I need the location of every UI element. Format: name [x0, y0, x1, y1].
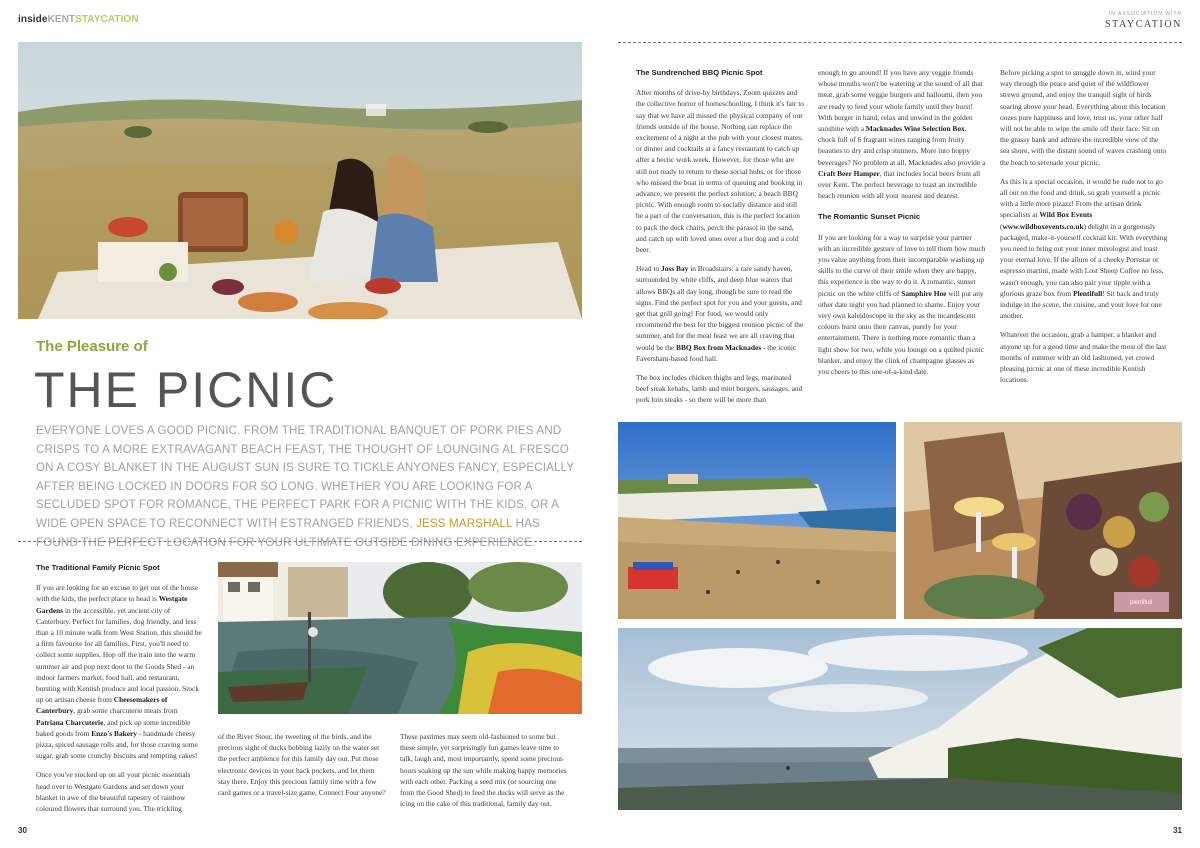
paragraph: Whatever the occasion, grab a hamper, a blanket and anyone up for a good time and make the most of the last months of summer with an old fashioned, yet crowd pleasing picnic at one of these incredible Kentish locations. [1000, 330, 1167, 385]
hero-picnic-photo [18, 42, 582, 319]
joss-bay-beach-photo [618, 422, 896, 619]
section-heading-bbq: The Sundrenched BBQ Picnic Spot [636, 68, 763, 77]
website-link[interactable]: www.wildboxevents.co.uk [1002, 221, 1084, 231]
brand-tag: plentifull [1129, 600, 1153, 606]
divider-left [18, 541, 582, 542]
left-column-2 [218, 731, 386, 806]
kicker-title: The Pleasure of [36, 338, 148, 355]
product-wine-box: Macknades Wine Selection Box [865, 124, 965, 134]
masthead-logo [18, 14, 139, 25]
product-beer-hamper: Craft Beer Hamper [818, 168, 880, 178]
paragraph: Before picking a spot to snuggle down in, wind your way through the peace and quiet of the wildflower strewn ground, and enjoy the tranquil sight of birds soaring above your head. Everything about this location oozes pure happiness and love, trust us, your other half will not be able to wipe the smile off their face. Sit on the grassy bank and admire the incredible view of the sea shore, with the distant sound of waves crashing onto the beach to serenade your picnic. [1000, 68, 1167, 167]
paragraph: enough to go around! If you have any veggie friends whose mouths won't be watering at the sound of all that meat, grab some veggie burgers and halloumi, then you are ready to feed your whole family until they burst! With burger in hand, relax and unwind in the golden sunshine with a Macknades Wine Selection Box, chock full of 6 fragrant wines ranging from fruity beauties to dry and crisp stunners. More into hoppy beverages? No problem at all, Macknades also provide a Craft Beer Hamper, that includes local beers from all over Kent. The perfect beverage to toast an incredible beach reunion with all your nearest and dearest. [818, 68, 986, 201]
cocktail-graze-box-photo [904, 422, 1182, 619]
place-joss-bay: Joss Bay [661, 264, 689, 274]
place-westgate-gardens: Westgate Gardens [36, 594, 188, 615]
paragraph: The box includes chicken thighs and legs, marinated beef steak kebabs, lamb and mint burgers, sausages, and pork loin steaks - so there will be more than [636, 373, 803, 405]
vendor-patriana: Patriana Charcuterie [36, 717, 104, 727]
left-column-1 [36, 562, 204, 822]
paragraph: If you are looking for an excuse to get out of the house with the kids, the perfect place to head is Westgate Gardens in the accessible, yet ancient city of Canterbury. Perfect for families, dog friendly, and less than a 10 minute walk from West Station, this should be a firm favourite for all families. First, you'll need to collect some supplies. Hop off the train into the warm summer air and pop next door to the Goods Shed - an indoor farmers market, food hall, and restaurant, bursting with Kentish produce and local passion. Stock up on artisan cheese from Cheesemakers of Canterbury, grab some charcuterie meats from Patriana Charcuterie, and pick up some incredible baked goods from Enzo's Bakery - handmade cheesy pizza, spiced sausage rolls and, for those craving some sugar, grab some crunchy biscuits and tempting cakes! [36, 583, 202, 761]
paragraph: Once you've stocked up on all your picnic essentials head over to Westgate Gardens and set down your blanket in awe of the beautiful tapestry of rainbow coloured flowers that surround you. The trickling [36, 770, 191, 814]
masthead-part-b: KENT [47, 14, 76, 25]
left-column-3 [400, 731, 568, 817]
right-column-3 [1000, 67, 1168, 393]
vendor-wild-box: Wild Box Events [1039, 210, 1093, 220]
masthead-part-c: STAYCATION [75, 14, 139, 25]
vendor-plentifull: Plentifull [1073, 288, 1103, 298]
right-column-2 [818, 67, 986, 385]
right-column-1 [636, 67, 804, 414]
paragraph: Head to Joss Bay in Broadstairs: a rare sandy haven, surrounded by white cliffs, and deep blue waters that allows BBQs all day long, though be sure to read the signs. Find the perfect spot for you and your guests, and get that grill going! For food, we would only recommend the best for the biggest reunion picnic of the summer, and for the meat feast we are all craving that would be the BBQ Box from Macknades - the iconic Faversham-based food hall. [636, 264, 804, 363]
masthead-part-a: inside [18, 14, 48, 25]
paragraph: of the River Stour, the tweeting of the birds, and the precious sight of ducks bobbing lazily on the water set the perfect ambience for this family day out. Put those electronic devices in your back pockets, and let them stay there. Enjoy this precious family time with a few card games or a travel-size game, Connect Four anyone? [218, 732, 386, 798]
page-number-right: 31 [1173, 826, 1182, 835]
samphire-hoe-cliffs-photo [618, 628, 1182, 810]
paragraph: These pastimes may seem old-fashioned to some but these simple, yet surprisingly fun games leave time to talk, laugh and, most importantly, spend some precious hours soaking up the sun while making happy memories with each other. Packing a seed mix (or sourcing one from the Good Shed) to feed the ducks will serve as the icing on the cake of this traditional, family day out. [400, 732, 567, 809]
divider-right [618, 42, 1182, 43]
standfirst-text-end: HAS FOUND THE PERFECT LOCATION FOR YOUR ULTIMATE OUTSIDE DINING EXPERIENCE. [36, 516, 540, 549]
section-heading-sunset: The Romantic Sunset Picnic [818, 212, 921, 222]
paragraph: As this is a special occasion, it would be rude not to go all out on the food and drink, so grab yourself a picnic with a little more pizazz! From the artisan drink specialists at Wild Box Events (www.wildboxevents.co.uk) delight in a gorgeously packaged, make-it-yourself cocktail kit. With everything you need to bring out your inner mixologist and toast your eternal love. If the allure of a cheeky Pornstar or espresso martini, made with Lost Sheep Coffee no less, wasn't enough, you can also pair your tipple with a glorious graze box from Plentifull! Sit back and truly indulge in the scene, the cuisine, and your love for one another. [1000, 176, 1168, 321]
vendor-enzos: Enzo's Bakery [91, 728, 138, 738]
place-samphire-hoe: Samphire Hoe [901, 288, 947, 298]
canterbury-river-photo [218, 562, 582, 714]
page-title: THE PICNIC [34, 362, 338, 418]
paragraph: After months of drive-by birthdays, Zoom quizzes and the collective horror of homeschooling, I think it's fair to say that we have all missed the physical company of our friends outside of the house. Nothing can replace the excitement of a night at the pub with your closest mates, or dinner and cocktails at a fancy restaurant to catch up after a hectic work week. However, for those who are still not ready to return to these social hubs, or for those who missed the boat in terms of queuing and booking in advance, we present the perfect solution; a beach BBQ picnic. With enough room to socially distance and still be a part of the conversation, this is the perfect location to pack the deck chairs, perch the parasol in the sand, and catch up with loved ones over a hot dog and a cold beer. [636, 88, 804, 255]
page-number-left: 30 [18, 826, 27, 835]
sponsor-logo [1105, 11, 1182, 30]
standfirst-text: EVERYONE LOVES A GOOD PICNIC. FROM THE TRADITIONAL BANQUET OF PORK PIES AND CRISPS TO A MORE EXTRAVAGANT BEACH FEAST, THE THOUGHT OF LOUNGING AL FRESCO ON A COSY BLANKET IN THE AUGUST SUN IS SURE TO TICKLE ANYONES FANCY, ESPECIALLY AFTER BEING LOCKED IN DOORS FOR SO LONG. WHETHER YOU ARE LOOKING FOR A SECLUDED SPOT FOR ROMANCE, THE PERFECT PARK FOR A PICNIC WITH THE KIDS, OR A WIDE OPEN SPACE TO RECONNECT WITH ESTRANGED FRIENDS, [36, 424, 575, 530]
sponsor-small-text: IN ASSOCIATION WITH [1108, 11, 1182, 17]
standfirst [36, 422, 581, 552]
author-name: JESS MARSHALL [416, 516, 513, 530]
paragraph: If you are looking for a way to surprise your partner with an incredible gesture of love to tell them how much you value anything from their incomparable washing up skills to the curve of their smile when they are happy, this experience is the way to do it. A romantic, sunset picnic on the white cliffs of Samphire Hoe will put any other date night you had planned to shame. Enjoy your very own kaleidoscope in the sky as the incandescent colours burst onto their canvas, purely for your entertainment. There is nothing more romantic than a light show for two, while you lounge on a quilted picnic blanket, and enjoy the clink of champagne glasses as you cheers to this one-of-a-kind date. [818, 232, 986, 377]
vendor-cheesemakers: Cheesemakers of Canterbury [36, 695, 168, 716]
section-heading-family: The Traditional Family Picnic Spot [36, 563, 160, 572]
sponsor-brand: STAYCATION [1104, 19, 1182, 30]
product-bbq-box: BBQ Box from Macknades [676, 342, 762, 352]
